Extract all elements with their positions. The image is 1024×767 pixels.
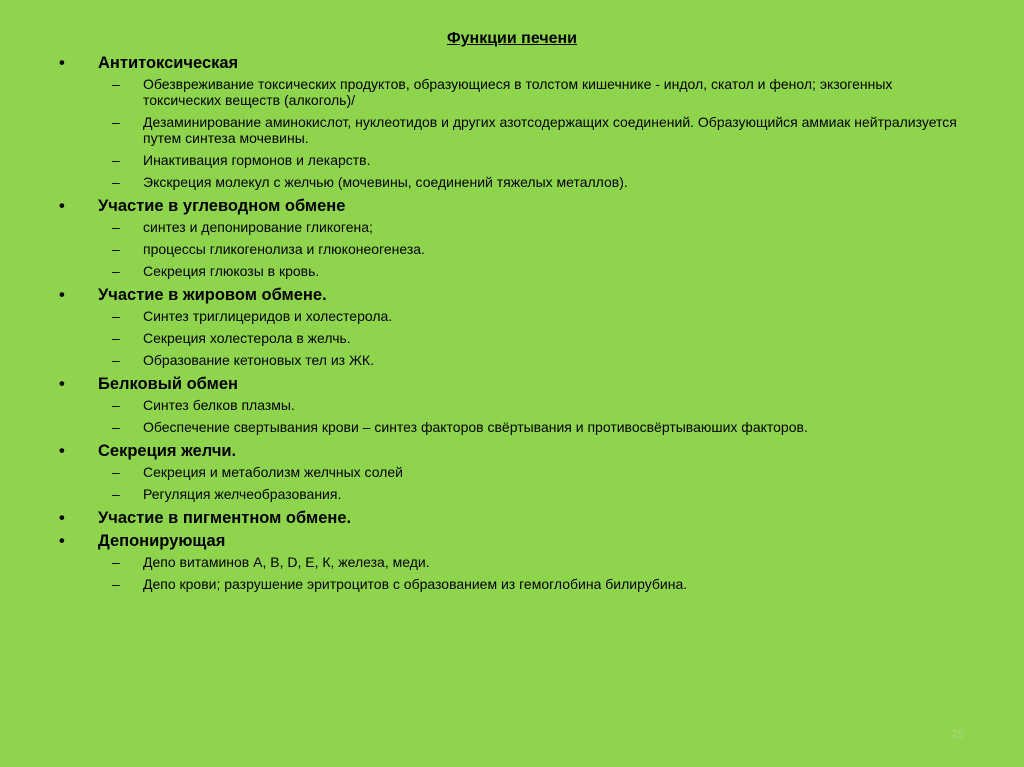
section-heading-label: Белковый обмен — [98, 375, 239, 393]
bullet-icon: • — [59, 54, 65, 72]
section-protein — [58, 374, 968, 435]
bullet-icon: • — [59, 509, 65, 527]
section-antitoxic — [58, 53, 968, 190]
dash-icon: – — [112, 554, 120, 570]
list-item — [58, 174, 968, 190]
list-item — [58, 330, 968, 346]
dash-icon: – — [112, 486, 120, 502]
dash-icon: – — [112, 263, 120, 279]
list-item — [58, 576, 968, 592]
dash-icon: – — [112, 308, 120, 324]
list-item-text: Секреция и метаболизм желчных солей — [143, 464, 403, 480]
list-item-text: Образование кетоновых тел из ЖК. — [143, 352, 374, 368]
section-heading — [58, 508, 968, 528]
section-lipid — [58, 285, 968, 368]
list-item — [58, 419, 968, 435]
slide-content — [58, 53, 968, 598]
list-item-text: Синтез белков плазмы. — [143, 397, 295, 413]
list-item — [58, 241, 968, 257]
bullet-icon: • — [59, 375, 65, 393]
bullet-icon: • — [59, 286, 65, 304]
bullet-icon: • — [59, 532, 65, 550]
dash-icon: – — [112, 152, 120, 168]
dash-icon: – — [112, 114, 120, 130]
list-item-text: Регуляция желчеобразования. — [143, 486, 342, 502]
list-item — [58, 554, 968, 570]
dash-icon: – — [112, 397, 120, 413]
section-heading-label: Депонирующая — [98, 532, 226, 550]
list-item — [58, 263, 968, 279]
bullet-icon: • — [59, 442, 65, 460]
section-heading — [58, 285, 968, 305]
list-item — [58, 486, 968, 502]
section-heading — [58, 441, 968, 461]
list-item-text: Дезаминирование аминокислот, нуклеотидов и других азотсодержащих соединений. Образующийся аммиак нейтрализуется путем синтеза мочевины. — [143, 114, 957, 146]
section-heading-label: Секреция желчи. — [98, 442, 237, 460]
dash-icon: – — [112, 330, 120, 346]
section-heading-label: Участие в углеводном обмене — [98, 197, 346, 215]
section-depot — [58, 531, 968, 592]
list-item-text: Инактивация гормонов и лекарств. — [143, 152, 371, 168]
list-item-text: Секреция глюкозы в кровь. — [143, 263, 320, 279]
section-heading — [58, 531, 968, 551]
list-item — [58, 114, 968, 146]
list-item-text: Экскреция молекул с желчью (мочевины, соединений тяжелых металлов). — [143, 174, 628, 190]
section-carbohydrate — [58, 196, 968, 279]
section-heading-label: Участие в жировом обмене. — [98, 286, 327, 304]
section-heading-label: Участие в пигментном обмене. — [98, 509, 352, 527]
list-item-text: Синтез триглицеридов и холестерола. — [143, 308, 393, 324]
list-item-text: Обезвреживание токсических продуктов, образующиеся в толстом кишечнике - индол, скатол и фенол; экзогенных токсических веществ (алкоголь)/ — [143, 76, 893, 108]
list-item-text: процессы гликогенолиза и глюконеогенеза. — [143, 241, 425, 257]
bullet-icon: • — [59, 197, 65, 215]
section-bile — [58, 441, 968, 502]
list-item-text: Обеспечение свертывания крови – синтез факторов свёртывания и противосвёртываюших факторов. — [143, 419, 808, 435]
dash-icon: – — [112, 219, 120, 235]
section-heading — [58, 196, 968, 216]
list-item-text: Депо витаминов А, В, D, Е, К, железа, меди. — [143, 554, 430, 570]
list-item — [58, 464, 968, 480]
dash-icon: – — [112, 419, 120, 435]
list-item-text: Секреция холестерола в желчь. — [143, 330, 351, 346]
list-item — [58, 308, 968, 324]
page-number: 25 — [950, 727, 964, 741]
section-heading — [58, 53, 968, 73]
dash-icon: – — [112, 174, 120, 190]
list-item — [58, 352, 968, 368]
list-item — [58, 152, 968, 168]
dash-icon: – — [112, 352, 120, 368]
list-item-text: Депо крови; разрушение эритроцитов с образованием из гемоглобина билирубина. — [143, 576, 688, 592]
section-heading-label: Антитоксическая — [98, 54, 239, 72]
list-item-text: синтез и депонирование гликогена; — [143, 219, 373, 235]
slide-title: Функции печени — [446, 30, 578, 47]
dash-icon: – — [112, 464, 120, 480]
dash-icon: – — [112, 241, 120, 257]
dash-icon: – — [112, 76, 120, 92]
section-pigment — [58, 508, 968, 528]
section-heading — [58, 374, 968, 394]
list-item — [58, 76, 968, 108]
dash-icon: – — [112, 576, 120, 592]
list-item — [58, 397, 968, 413]
list-item — [58, 219, 968, 235]
